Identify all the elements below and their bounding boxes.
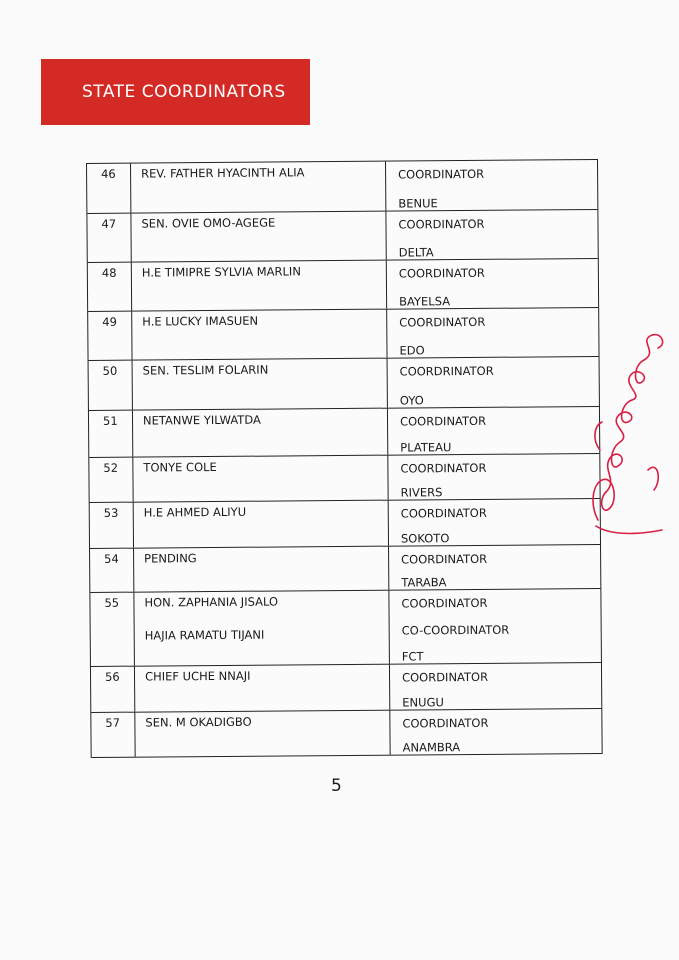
role-title: COORDINATOR bbox=[401, 669, 489, 685]
table-row bbox=[90, 589, 601, 667]
role-state-cell bbox=[386, 160, 597, 211]
state-name: TARABA bbox=[401, 575, 447, 590]
role-title: COORDINATOR bbox=[398, 166, 485, 182]
state-name: BENUE bbox=[398, 196, 438, 211]
state-name: DELTA bbox=[398, 245, 434, 260]
role-title: COORDINATOR bbox=[402, 715, 489, 731]
table-row bbox=[90, 499, 600, 549]
table-row bbox=[90, 545, 600, 593]
role-title: COORDINATOR bbox=[400, 460, 487, 476]
role-state-cell bbox=[389, 589, 601, 664]
coordinator-name: SEN. OVIE OMO-AGEGE bbox=[141, 215, 276, 231]
role-title: COORDINATOR bbox=[399, 314, 486, 330]
state-name: ENUGU bbox=[402, 695, 444, 710]
coordinator-name: HAJIA RAMATU TIJANI bbox=[144, 627, 265, 643]
row-number: 56 bbox=[91, 667, 135, 712]
role-state-cell bbox=[390, 663, 601, 710]
table-row bbox=[88, 308, 598, 361]
coordinator-name: REV. FATHER HYACINTH ALIA bbox=[141, 165, 305, 181]
coordinator-name-cell bbox=[135, 711, 390, 757]
table-row bbox=[88, 259, 598, 312]
coordinator-name-cell bbox=[131, 162, 386, 213]
role-state-cell bbox=[387, 259, 598, 309]
role-title: COORDINATOR bbox=[399, 413, 487, 429]
row-number: 46 bbox=[87, 164, 131, 213]
state-name: PLATEAU bbox=[400, 440, 452, 455]
state-name: SOKOTO bbox=[400, 531, 450, 546]
section-banner bbox=[41, 59, 310, 125]
state-name: RIVERS bbox=[400, 485, 443, 500]
role-title: COORDINATOR bbox=[400, 505, 487, 521]
role-title: COORDINATOR bbox=[398, 265, 485, 281]
row-number: 54 bbox=[90, 549, 134, 592]
coordinator-name: CHIEF UCHE NNAJI bbox=[144, 668, 251, 684]
role-title: COORDINATOR bbox=[401, 595, 488, 611]
row-number: 48 bbox=[88, 263, 132, 311]
role-title: COORDRINATOR bbox=[399, 363, 494, 379]
row-number: 52 bbox=[89, 458, 133, 502]
role-state-cell bbox=[388, 357, 599, 408]
state-name: EDO bbox=[399, 343, 425, 358]
state-name: ANAMBRA bbox=[402, 740, 461, 755]
role-title: COORDINATOR bbox=[398, 216, 485, 232]
coordinator-name: TONYE COLE bbox=[143, 459, 217, 475]
coordinator-name: H.E AHMED ALIYU bbox=[143, 504, 247, 520]
role-state-cell bbox=[389, 499, 600, 546]
coordinator-name-cell bbox=[134, 547, 389, 592]
coordinator-name-cell bbox=[134, 591, 390, 666]
role-state-cell bbox=[388, 407, 599, 455]
row-number: 51 bbox=[89, 411, 133, 457]
coordinator-name-cell bbox=[131, 212, 386, 262]
coordinator-name: H.E TIMIPRE SYLVIA MARLIN bbox=[141, 264, 301, 280]
coordinator-name: NETANWE YILWATDA bbox=[142, 412, 261, 428]
coordinator-name-cell bbox=[133, 409, 388, 457]
role-state-cell bbox=[390, 709, 601, 755]
coordinator-name-cell bbox=[132, 310, 387, 360]
row-number: 55 bbox=[90, 593, 135, 666]
handwritten-signature bbox=[588, 330, 672, 540]
coordinator-name: PENDING bbox=[144, 551, 197, 566]
coordinator-name-cell bbox=[135, 665, 390, 712]
role-title: COORDINATOR bbox=[401, 551, 488, 567]
row-number: 47 bbox=[87, 214, 131, 262]
role-state-cell bbox=[387, 308, 598, 358]
section-title: STATE COORDINATORS bbox=[82, 82, 286, 102]
coordinator-name-cell bbox=[132, 261, 387, 311]
role-state-cell bbox=[386, 210, 597, 260]
state-name: BAYELSA bbox=[399, 294, 451, 309]
role-title: CO-COORDINATOR bbox=[401, 622, 510, 638]
coordinator-name-cell bbox=[134, 501, 389, 548]
coordinators-table bbox=[86, 159, 603, 758]
state-name: OYO bbox=[399, 393, 424, 408]
coordinator-name: H.E LUCKY IMASUEN bbox=[142, 313, 259, 329]
coordinator-name-cell bbox=[133, 456, 388, 502]
coordinator-name: SEN. M OKADIGBO bbox=[145, 714, 252, 730]
role-state-cell bbox=[388, 454, 599, 500]
table-row bbox=[89, 407, 599, 458]
row-number: 49 bbox=[88, 312, 132, 360]
coordinator-name-cell bbox=[133, 359, 388, 410]
row-number: 57 bbox=[91, 713, 135, 757]
table-row bbox=[91, 709, 601, 758]
table-row bbox=[91, 663, 601, 713]
coordinator-name: HON. ZAPHANIA JISALO bbox=[144, 594, 279, 610]
role-state-cell bbox=[389, 545, 600, 590]
table-row bbox=[89, 357, 599, 411]
table-row bbox=[87, 160, 597, 214]
table-row bbox=[89, 454, 599, 503]
row-number: 53 bbox=[90, 503, 134, 548]
page-number: 5 bbox=[331, 776, 342, 796]
coordinator-name: SEN. TESLIM FOLARIN bbox=[142, 362, 269, 378]
state-name: FCT bbox=[401, 649, 424, 664]
table-row bbox=[87, 210, 597, 263]
row-number: 50 bbox=[89, 361, 133, 410]
